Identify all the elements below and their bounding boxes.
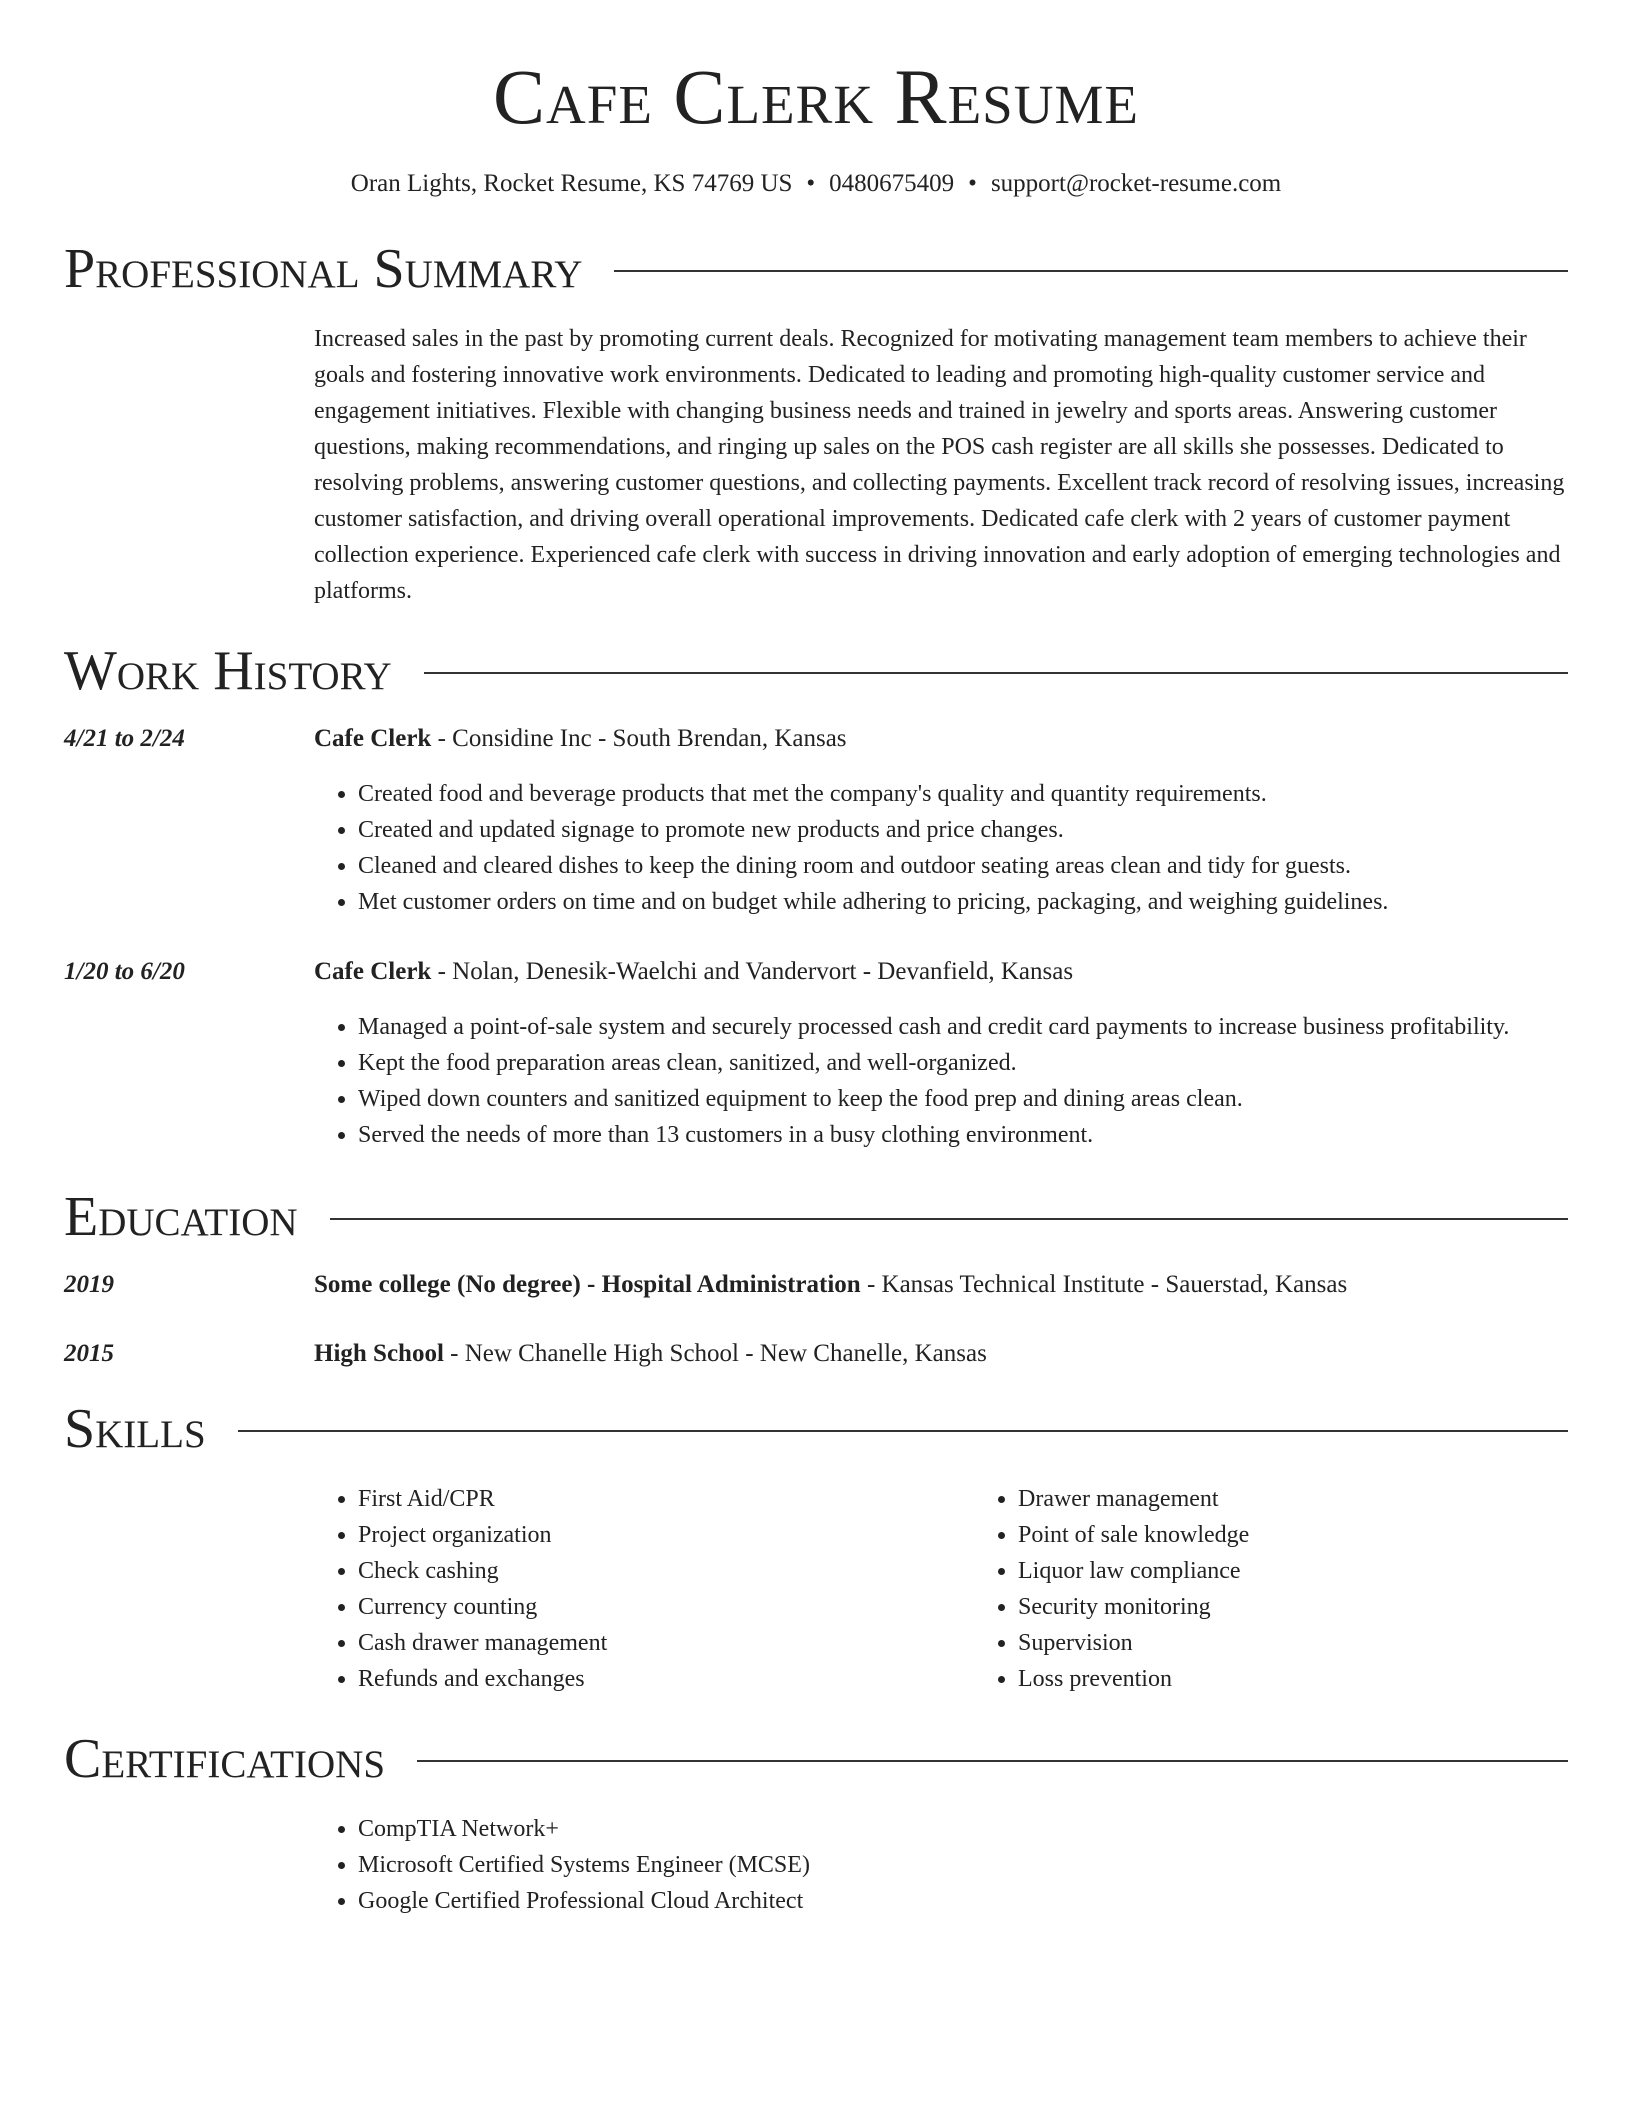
- list-item: • Security monitoring: [1018, 1589, 1632, 1625]
- section-divider: [424, 672, 1568, 674]
- education-line: [314, 1267, 1568, 1302]
- skills-list-left: [314, 1481, 974, 1697]
- contact-phone: 0480675409: [829, 170, 955, 197]
- list-item: • Served the needs of more than 13 customers in a busy clothing environment.: [358, 1117, 1568, 1153]
- list-item: • Created and updated signage to promote new products and price changes.: [358, 812, 1568, 848]
- list-item: • Kept the food preparation areas clean, sanitized, and well-organized.: [358, 1045, 1568, 1081]
- list-item: • Project organization: [358, 1517, 974, 1553]
- skills-row: [64, 1457, 1568, 1697]
- education-entry: [64, 1336, 1568, 1371]
- list-item: • Cash drawer management: [358, 1625, 974, 1661]
- job-bullets-row: [64, 989, 1568, 1153]
- section-header: [64, 1727, 1568, 1790]
- education-year: 2015: [64, 1339, 114, 1367]
- work-history-heading: Work History: [64, 639, 392, 702]
- job-dates: 1/20 to 6/20: [64, 957, 185, 985]
- section-divider: [238, 1430, 1568, 1432]
- job-entry: [64, 954, 1568, 1153]
- contact-separator: •: [806, 170, 816, 197]
- list-item: • Drawer management: [1018, 1481, 1632, 1517]
- certifications-heading: Certifications: [64, 1727, 386, 1790]
- contact-email: support@rocket-resume.com: [990, 170, 1282, 197]
- list-item: • Supervision: [1018, 1625, 1632, 1661]
- list-item: • CompTIA Network+: [358, 1811, 1568, 1847]
- summary-row: [64, 321, 1568, 609]
- summary-section: [64, 237, 1568, 609]
- education-line: [314, 1336, 1568, 1371]
- job-bullets: [314, 1009, 1568, 1153]
- list-item: • Google Certified Professional Cloud Architect: [358, 1883, 1568, 1919]
- job-title-line: [314, 954, 1568, 989]
- education-details: - New Chanelle High School - New Chanelle, Kansas: [443, 1339, 987, 1367]
- list-item: • Managed a point-of-sale system and securely processed cash and credit card payments to increase business profitability.: [358, 1009, 1568, 1045]
- list-item: • Check cashing: [358, 1553, 974, 1589]
- education-heading: Education: [64, 1185, 298, 1248]
- job-details: - Considine Inc - South Brendan, Kansas: [431, 724, 847, 752]
- education-degree: High School: [314, 1339, 444, 1367]
- skills-section: [64, 1397, 1568, 1697]
- job-details: - Nolan, Denesik-Waelchi and Vandervort - Devanfield, Kansas: [431, 957, 1074, 985]
- job-entry: [64, 721, 1568, 920]
- resume-title: Cafe Clerk Resume: [493, 53, 1139, 140]
- list-item: • First Aid/CPR: [358, 1481, 974, 1517]
- job-bullets-container: [314, 756, 1568, 920]
- job-bullets: [314, 776, 1568, 920]
- education-year: 2019: [64, 1270, 114, 1298]
- section-divider: [417, 1760, 1568, 1762]
- job-dates: 4/21 to 2/24: [64, 724, 185, 752]
- summary-heading: Professional Summary: [64, 237, 583, 300]
- list-item: • Wiped down counters and sanitized equipment to keep the food prep and dining areas clean.: [358, 1081, 1568, 1117]
- job-bullets-container: [314, 989, 1568, 1153]
- job-title-line: [314, 721, 1568, 756]
- contact-separator: •: [968, 170, 977, 197]
- section-divider: [614, 270, 1568, 272]
- education-degree: Some college (No degree) - Hospital Administration: [314, 1270, 861, 1298]
- list-item: • Point of sale knowledge: [1018, 1517, 1632, 1553]
- list-item: • Liquor law compliance: [1018, 1553, 1632, 1589]
- skills-grid: [314, 1481, 1632, 1697]
- job-title: Cafe Clerk: [314, 957, 432, 985]
- list-item: • Currency counting: [358, 1589, 974, 1625]
- certifications-container: [314, 1811, 1568, 1919]
- job-title: Cafe Clerk: [314, 724, 432, 752]
- education-entry: [64, 1267, 1568, 1302]
- job-header-row: [64, 721, 1568, 756]
- job-bullets-row: [64, 756, 1568, 920]
- section-header: [64, 639, 1568, 702]
- contact-address: Oran Lights, Rocket Resume, KS 74769 US: [350, 170, 793, 197]
- education-details: - Kansas Technical Institute - Sauerstad, Kansas: [860, 1270, 1348, 1298]
- skills-list-right: [974, 1481, 1632, 1697]
- list-item: • Refunds and exchanges: [358, 1661, 974, 1697]
- work-history-section: [64, 639, 1568, 1153]
- certifications-row: [64, 1811, 1568, 1919]
- list-item: • Loss prevention: [1018, 1661, 1632, 1697]
- section-divider: [330, 1218, 1568, 1220]
- certifications-list: [314, 1811, 1568, 1919]
- list-item: • Cleaned and cleared dishes to keep the dining room and outdoor seating areas clean and tidy for guests.: [358, 848, 1568, 884]
- list-item: • Met customer orders on time and on budget while adhering to pricing, packaging, and weighing guidelines.: [358, 884, 1568, 920]
- education-section: [64, 1185, 1568, 1371]
- list-item: • Microsoft Certified Systems Engineer (MCSE): [358, 1847, 1568, 1883]
- section-header: [64, 1397, 1568, 1460]
- skills-heading: Skills: [64, 1397, 206, 1460]
- section-header: [64, 237, 1568, 300]
- contact-line: [64, 168, 1568, 201]
- list-item: • Created food and beverage products that met the company's quality and quantity requirements.: [358, 776, 1568, 812]
- certifications-section: [64, 1727, 1568, 1919]
- summary-text: Increased sales in the past by promoting current deals. Recognized for motivating management team members to achieve their goals and fostering innovative work environments. Dedicated to leading and promoting high-quality customer service and engagement initiatives. Flexible with changing business needs and trained in jewelry and sports areas. Answering customer questions, making recommendations, and ringing up sales on the POS cash register are all skills she possesses. Dedicated to resolving problems, answering customer questions, and collecting payments. Excellent track record of resolving issues, increasing customer satisfaction, and driving overall operational improvements. Dedicated cafe clerk with 2 years of customer payment collection experience. Experienced cafe clerk with success in driving innovation and early adoption of emerging technologies and platforms.: [314, 325, 1565, 604]
- job-header-row: [64, 954, 1568, 989]
- section-header: [64, 1185, 1568, 1248]
